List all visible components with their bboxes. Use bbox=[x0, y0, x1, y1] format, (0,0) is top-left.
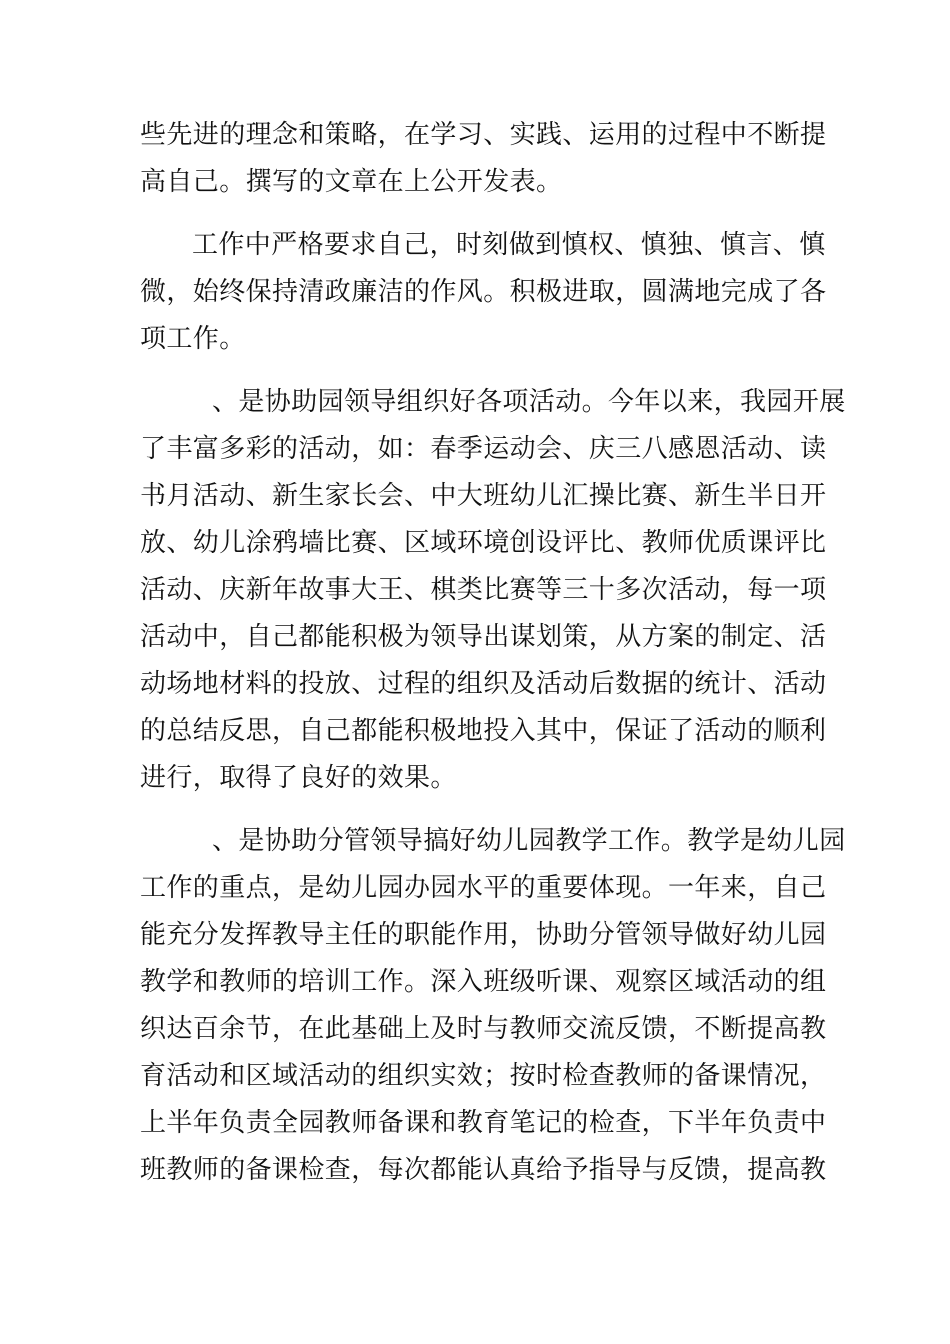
text-line: 项工作。 bbox=[140, 324, 246, 354]
text-line: 活动、庆新年故事大王、棋类比赛等三十多次活动，每一项 bbox=[140, 575, 827, 605]
text-line: 了丰富多彩的活动，如：春季运动会、庆三八感恩活动、读 bbox=[140, 434, 827, 464]
text-line: 工作中严格要求自己，时刻做到慎权、慎独、慎言、慎 bbox=[192, 230, 826, 260]
text-line: 些先进的理念和策略，在学习、实践、运用的过程中不断提 bbox=[140, 120, 827, 150]
paragraph-activities bbox=[140, 379, 846, 802]
text-line: 、是协助园领导组织好各项活动。今年以来，我园开展 bbox=[212, 387, 846, 417]
text-line: 工作的重点，是幼儿园办园水平的重要体现。一年来，自己 bbox=[140, 873, 827, 903]
paragraph-teaching bbox=[140, 818, 846, 1194]
text-line: 上半年负责全园教师备课和教育笔记的检查，下半年负责中 bbox=[140, 1108, 827, 1138]
text-line: 高自己。撰写的文章在上公开发表。 bbox=[140, 167, 563, 197]
text-line: 微，始终保持清政廉洁的作风。积极进取，圆满地完成了各 bbox=[140, 277, 827, 307]
text-line: 班教师的备课检查，每次都能认真给予指导与反馈，提高教 bbox=[140, 1155, 827, 1185]
text-line: 能充分发挥教导主任的职能作用，协助分管领导做好幼儿园 bbox=[140, 920, 827, 950]
text-line: 进行，取得了良好的效果。 bbox=[140, 763, 457, 793]
text-line: 放、幼儿涂鸦墙比赛、区域环境创设评比、教师优质课评比 bbox=[140, 528, 827, 558]
text-line: 活动中，自己都能积极为领导出谋划策，从方案的制定、活 bbox=[140, 622, 827, 652]
text-line: 教学和教师的培训工作。深入班级听课、观察区域活动的组 bbox=[140, 967, 827, 997]
text-line: 、是协助分管领导搞好幼儿园教学工作。教学是幼儿园 bbox=[212, 826, 846, 856]
text-line: 育活动和区域活动的组织实效；按时检查教师的备课情况， bbox=[140, 1061, 827, 1091]
text-line: 织达百余节，在此基础上及时与教师交流反馈，不断提高教 bbox=[140, 1014, 827, 1044]
paragraph-continuation bbox=[140, 112, 830, 206]
paragraph-integrity bbox=[140, 222, 830, 363]
text-line: 书月活动、新生家长会、中大班幼儿汇操比赛、新生半日开 bbox=[140, 481, 827, 511]
document-body bbox=[140, 112, 846, 1210]
text-line: 动场地材料的投放、过程的组织及活动后数据的统计、活动 bbox=[140, 669, 827, 699]
text-line: 的总结反思，自己都能积极地投入其中，保证了活动的顺利 bbox=[140, 716, 827, 746]
